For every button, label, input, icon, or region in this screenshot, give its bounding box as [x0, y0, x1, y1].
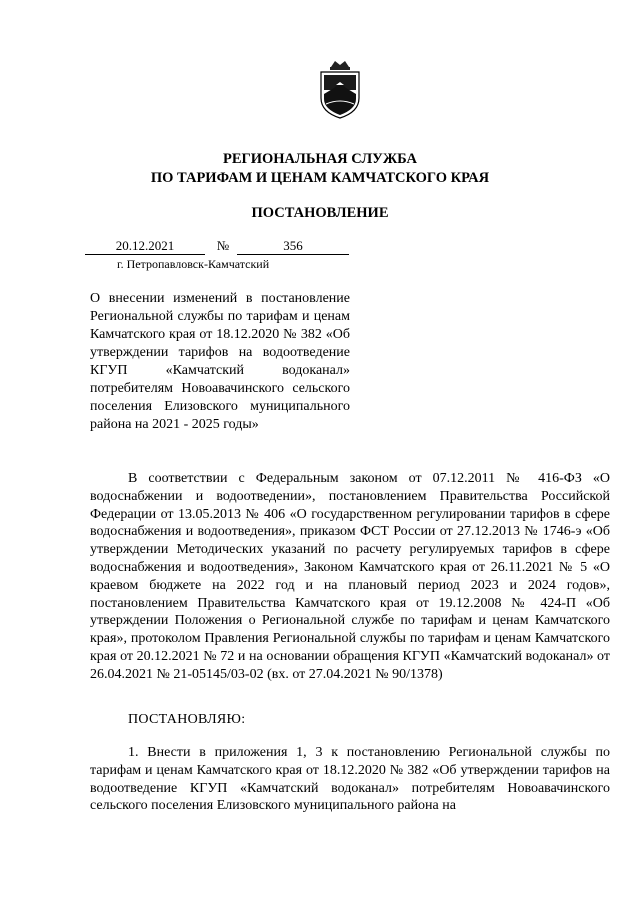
kamchatka-coat-of-arms-icon	[318, 58, 362, 120]
organization-name	[0, 150, 640, 188]
clause-1-paragraph: 1. Внести в приложения 1, 3 к постановлению Региональной службы по тарифам и ценам Камчатского края от 18.12.2020 № 382 «Об утверждении тарифов на водоотведение КГУП «Камчатский водоканал» потребителям Новоавачинского сельского поселения Елизовского муниципального района на	[90, 745, 610, 814]
city: г. Петропавловск-Камчатский	[117, 257, 270, 271]
org-line-1: РЕГИОНАЛЬНАЯ СЛУЖБА	[222, 151, 418, 167]
document-date: 20.12.2021	[85, 238, 205, 255]
preamble-paragraph: В соответствии с Федеральным законом от 07.12.2011 № 416-ФЗ «О водоснабжении и водоотведении», постановлением Правительства Российской Федерации от 13.05.2013 № 406 «О государственном регулировании тарифов в сфере водоснабжения и водоотведения», приказом ФСТ России от 27.12.2013 № 1746-э «Об утверждении Методических указаний по расчету регулируемых тарифов в сфере водоснабжения и водоотведения», Законом Камчатского края от 26.11.2021 № 5 «О краевом бюджете на 2022 год и на плановый период 2023 и 2024 годов», постановлением Правительства Камчатского края от 19.12.2008 № 424-П «Об утверждении Положения о Региональной службе по тарифам и ценам Камчатского края», протоколом Правления Региональной службы по тарифам и ценам Камчатского края от 20.12.2021 № 72 и на основании обращения КГУП «Камчатский водоканал» от 26.04.2021 № 21-05145/03-02 (вх. от 27.04.2021 № 90/1378)	[90, 471, 610, 682]
document-number: 356	[237, 238, 349, 255]
document-subject: О внесении изменений в постановление Региональной службы по тарифам и ценам Камчатского края от 18.12.2020 № 382 «Об утверждении тарифов на водоотведение КГУП «Камчатский водоканал» потребителям Новоавачинского сельского поселения Елизовского муниципального района на 2021 - 2025 годы»	[90, 291, 350, 432]
org-line-2: ПО ТАРИФАМ И ЦЕНАМ КАМЧАТСКОГО КРАЯ	[150, 170, 490, 186]
resolution-word: ПОСТАНОВЛЯЮ:	[128, 712, 246, 727]
document-type: ПОСТАНОВЛЕНИЕ	[251, 205, 389, 221]
number-sign: №	[216, 238, 230, 253]
